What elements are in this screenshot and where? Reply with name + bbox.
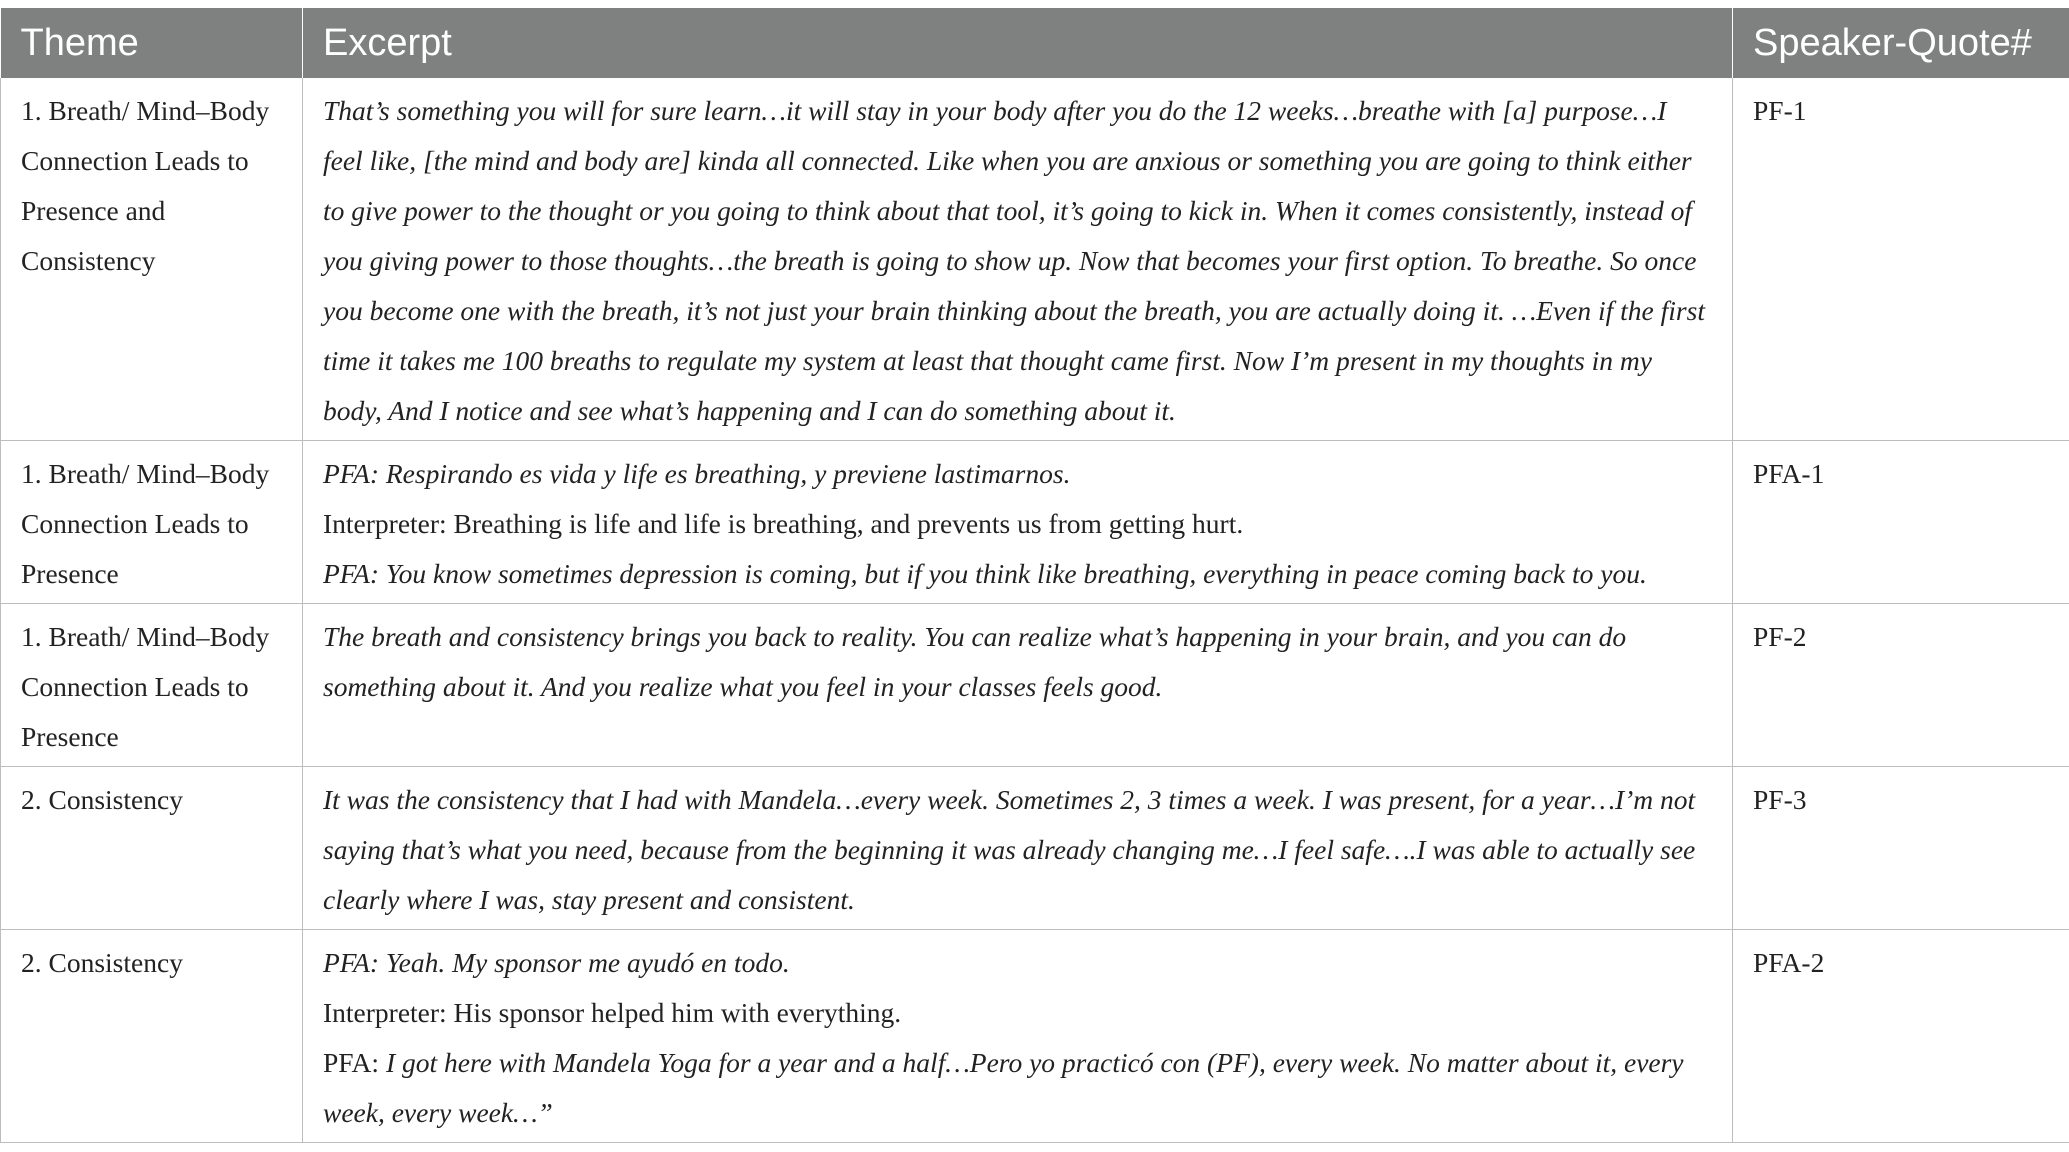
theme-cell: 1. Breath/ Mind–Body Connection Leads to Presence and Consistency [1, 78, 303, 441]
theme-cell: 1. Breath/ Mind–Body Connection Leads to Presence [1, 604, 303, 767]
excerpt-cell [303, 441, 1733, 604]
excerpt-line: Interpreter: Breathing is life and life is breathing, and prevents us from getting hurt. [323, 508, 1244, 539]
table-body [1, 78, 2069, 1143]
excerpt-cell [303, 930, 1733, 1143]
excerpt-cell: The breath and consistency brings you back to reality. You can realize what’s happening in your brain, and you can do something about it. And you realize what you feel in your classes feels good. [303, 604, 1733, 767]
theme-cell: 2. Consistency [1, 930, 303, 1143]
table-row [1, 767, 2069, 930]
header-excerpt: Excerpt [303, 8, 1733, 78]
header-row [1, 8, 2069, 78]
speaker-cell: PFA-1 [1733, 441, 2069, 604]
speaker-cell: PFA-2 [1733, 930, 2069, 1143]
excerpt-cell: It was the consistency that I had with Mandela…every week. Sometimes 2, 3 times a week. I was present, for a year…I’m not saying that’s what you need, because from the beginning it was already changing me…I feel safe….I was able to actually see clearly where I was, stay present and consistent. [303, 767, 1733, 930]
excerpt-line: PFA: You know sometimes depression is coming, but if you think like breathing, everything in peace coming back to you. [323, 558, 1647, 589]
excerpt-line: PFA: Respirando es vida y life es breathing, y previene lastimarnos. [323, 458, 1071, 489]
theme-cell: 1. Breath/ Mind–Body Connection Leads to Presence [1, 441, 303, 604]
excerpt-line: Interpreter: His sponsor helped him with everything. [323, 997, 902, 1028]
speaker-cell: PF-2 [1733, 604, 2069, 767]
table-row [1, 604, 2069, 767]
table-row [1, 78, 2069, 441]
speaker-cell: PF-1 [1733, 78, 2069, 441]
excerpt-text: I got here with Mandela Yoga for a year and a half…Pero yo practicó con (PF), every week. No matter about it, every week, every week…” [323, 1047, 1684, 1128]
excerpt-line: PFA: Yeah. My sponsor me ayudó en todo. [323, 947, 790, 978]
header-theme: Theme [1, 8, 303, 78]
table-row [1, 441, 2069, 604]
speaker-label: PFA: [323, 1047, 386, 1078]
excerpt-cell: That’s something you will for sure learn…it will stay in your body after you do the 12 weeks…breathe with [a] purpose…I feel like, [the mind and body are] kinda all connected. Like when you are anxious or something you are going to think either to give power to the thought or you going to think about that tool, it’s going to kick in. When it comes consistently, instead of you giving power to those thoughts…the breath is going to show up. Now that becomes your first option. To breathe. So once you become one with the breath, it’s not just your brain thinking about the breath, you are actually doing it. …Even if the first time it takes me 100 breaths to regulate my system at least that thought came first. Now I’m present in my thoughts in my body, And I notice and see what’s happening and I can do something about it. [303, 78, 1733, 441]
theme-cell: 2. Consistency [1, 767, 303, 930]
table-row [1, 930, 2069, 1143]
table-header [1, 8, 2069, 78]
themes-table [0, 8, 2069, 1143]
excerpt-line [323, 1038, 1712, 1138]
header-speaker-quote: Speaker-Quote# [1733, 8, 2069, 78]
speaker-cell: PF-3 [1733, 767, 2069, 930]
